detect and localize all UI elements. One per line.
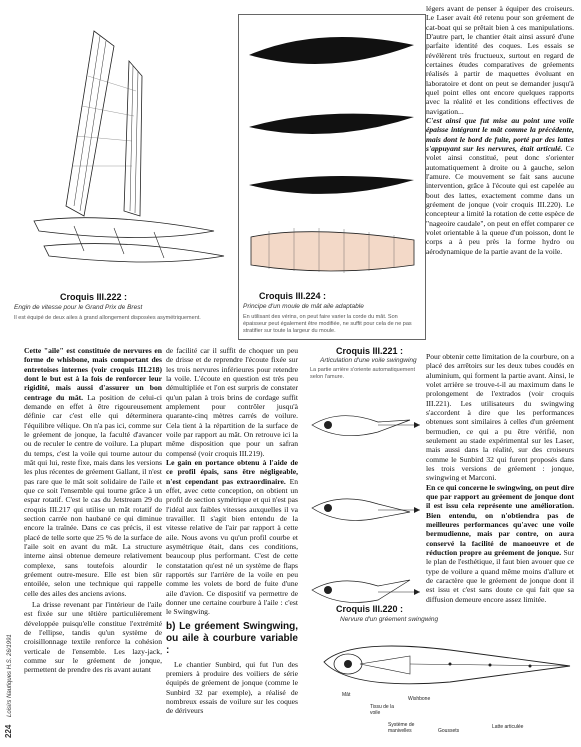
label-mat: Mât <box>342 692 351 698</box>
figure-220 <box>300 604 578 741</box>
figure-220-subtitle: Nervure d'un gréement swingwing <box>340 616 439 623</box>
figure-224-title: Croquis III.224 : <box>259 291 327 301</box>
right-column-top <box>426 4 574 256</box>
right-column-after: Ce volet ainsi constitué, peut donc s'orienter automatiquement à droite ou à gauche, selon l'amure. Ce mouvement se fait sans aucune intervention, grâce à l'écoute qui est capelée au bout des lattes, exactement comme dans un gréement de jonque (voir croquis III.220). Le concepteur a limité la rotation de cette espèce de "nageoire caudale", on peut en effet comparer ce volet orientable à la queue d'un poisson, dont le corps a à peu près la forme hydro ou aérodynamique de la partie avant de la voile. <box>426 143 574 256</box>
column-1-bold: Cette "aile" est constituée de nervures en forme de whisbone, mais comportant des entretoises internes (voir croquis III.218) dont le but est à la fois de renforcer leur rigidité, mais aussi d'assurer un bon centrage du mât. <box>24 346 162 402</box>
figure-222-panel <box>14 6 240 332</box>
right-column-last-bold: En ce qui concerne le swingwing, on peut dire que par rapport au gréement de jonque dont il est issu cela représente une amélioration. Bien entendu, on n'obtiendra pas de meilleures performances qu'avec une voile bermudienne, mais par contre, on aura conservé la facilité de manoeuvre et de réduction propre au gréement de jonque. <box>426 482 574 557</box>
right-column-para: Pour obtenir cette limitation de la courbure, on a placé des arrêtoirs sur les deux tubes coudés en aluminium, qui forment la partie avant. Ainsi, le volet arrière se trouve-t-il au maximum dans le prolongement de l'extrados (voir croquis III.221). Les utilisateurs du swingwing s'accordent à dire que les performances obtenues sont similaires à celles d'un gréement bermudien, ce qui a pu être vérifié, non seulement au stade expérimental sur les Laser, mais aussi dans la réalité, sur des croiseurs comme le Sunbird 32 qui furent proposés dans les trois versions de gréement : jonque, swingwing et Marconi. <box>426 352 574 483</box>
column-2-text3: Le chantier Sunbird, qui fut l'un des premiers à produire des voiliers de série équipés de gréement de jonque (comme le Sunbird 32 par exemple), a réalisé de nombreux essais de voilure sur les coques de dériveurs <box>166 659 298 716</box>
column-1-text2: La drisse revenant par l'intérieur de l'aile est fixée sur une têtière particulièrement développée puisqu'elle constitue l'extrémité de l'ellipse, tandis qu'un système de croisillonnage textile renforce la cohésion verticale de l'ensemble. Les lazy-jack, comme sur le gréement de jonque, permettent de prendre des ris avant autant <box>24 599 162 675</box>
mold-illustration <box>239 15 425 285</box>
label-latte: Latte articulée <box>492 724 524 730</box>
figure-224-panel <box>238 14 426 340</box>
right-column-bold: C'est ainsi que fut mise au point une voile épaisse intégrant le mât comme la précédente, mais dont le bord de fuite, porté par des lattes s'appuyant sur les nervures, était articulé. <box>426 115 574 153</box>
column-2-text: de facilité car il suffit de choquer un peu de drisse et de reprendre l'écoute fixée sur les trois nervures inférieures pour retendre la voile. L'écoute en question est très peu démultipliée et l'on est surpris de constater qu'un palan à trois brins de cordage suffit amplement pour contrôler jusqu'à quarante-cinq mètres carrés de voilure. Cela tient à la répartition de la surface de voile par rapport au mât. On retrouve ici la même disposition que pour un safran compensé (voir croquis III.219). <box>166 346 298 458</box>
swingwing-articulation-drawing <box>300 380 425 610</box>
label-goussets: Goussets <box>438 728 460 734</box>
figure-221-desc: La partie arrière s'oriente automatiquement selon l'amure. <box>310 367 415 380</box>
right-column-intro: légers avant de penser à équiper des croiseurs. Le Laser avait été retenu pour son gréement de cat-boat qui se prêtait bien à ces manipulations. D'autre part, le chantier était ainsi assuré d'une parfaite identité des coques. Les essais se révélèrent très fructueux, surtout en regard de certaines études comparatives de gréements réalisés à partir de maquettes évoluant en laboratoire et dont on peut se demander jusqu'à quel point elles ont encore quelques rapports avec la réalité et les conditions effectives de navigation... <box>426 4 574 116</box>
label-systeme: Système de manivelles <box>388 722 415 734</box>
column-2-text2: En effet, avec cette conception, on obtient un profil de section symétrique et qui n'est pas l'idéal aux faibles vitesses auxquelles il va travailler. Il s'agit bien entendu de la vitesse relative de l'air par rapport à cette aile. Nous avons vu qu'un profil courbe et asymétrique était, dans ces conditions, beaucoup plus performant. C'est de cette constatation qu'est né un système de flaps rapportés sur l'arrière de la voile en peu comme les volets de bord de fuite d'une aile d'avion. Ce dispositif va permettre de donner une certaine courbure à l'aile : c'est le Swingwing. <box>166 476 298 617</box>
figure-220-title: Croquis III.220 : <box>336 604 404 614</box>
column-1 <box>24 346 162 674</box>
figure-224-desc: En utilisant des vérins, on peut faire varier la corde du mât. Son épaisseur peut également être modifiée, ne suffit pour cela de ne pas stratifier sur toute la largeur du moule. <box>243 314 412 334</box>
section-heading: b) Le gréement Swingwing, ou aile à courbure variable : <box>166 620 298 656</box>
figure-221-subtitle: Articulation d'une voile swingwing <box>320 357 417 364</box>
page-number: 224 <box>4 724 13 738</box>
swingwing-rib-drawing <box>320 634 578 704</box>
column-2 <box>166 346 298 715</box>
figure-222-title: Croquis III.222 : <box>60 292 128 302</box>
figure-224-subtitle: Principe d'un moule de mât aile adaptable <box>243 303 364 310</box>
catamaran-illustration <box>14 6 240 282</box>
column-2-bold: Le gain en portance obtenu à l'aide de ce profil épais, sans être négligeable, n'est cependant pas extraordinaire. <box>166 457 298 486</box>
figure-222-desc: Il est équipé de deux ailes à grand allongement disposées asymétriquement. <box>14 315 201 321</box>
figure-221-title: Croquis III.221 : <box>336 346 404 356</box>
label-tissu: Tissu de la voile <box>370 704 394 716</box>
right-column-last: Sur le plan de l'esthétique, il faut bien avouer que ce type de voilure a quand même moins d'allure et de caractère que le gréement de jonque dont il est issu et c'est sans doute ce qui fait que sa diffusion demeure encore assez limitée. <box>426 547 574 604</box>
right-column-bottom <box>426 352 574 604</box>
running-footer: Loisirs Nautiques H.S. 26/1991 <box>7 634 13 717</box>
figure-221 <box>300 340 425 610</box>
figure-222-subtitle: Engin de vitesse pour le Grand Prix de Brest <box>14 304 143 311</box>
label-wishbone: Wishbone <box>408 696 431 702</box>
column-1-text: La position de celui-ci demande en effet à être rigoureusement définie car c'est elle qui déterminera l'équilibre vélique. On n'a pas ici, comme sur le gréement de jonque, la faculté d'avancer ou de reculer le centre de voilure. La plupart du temps, c'est la voile qui tourne autour du mât qui lui, reste fixe, mais dans les versions les plus récentes de gréement Gallant, il n'est pas rare que le mât soit solidaire de l'aile et que ce soit l'ensemble qui tourne grâce à un espar rotatif. C'est le cas du Jetstream 29 du croquis III.217 qui utilise un mât rotatif de section carrée non haubané ce qui diminue encore la traînée. Dans ce cas précis, il est placé de telle sorte que 25 % de la surface de l'aile soit en avant du mât. La structure interne ainsi obtenue demeure relativement complexe, sans toutefois alourdir le gréement outre-mesure. Elle est bien sûr entoilée, selon une technique qui rappelle celle des ailes des anciens avions. <box>24 392 162 598</box>
